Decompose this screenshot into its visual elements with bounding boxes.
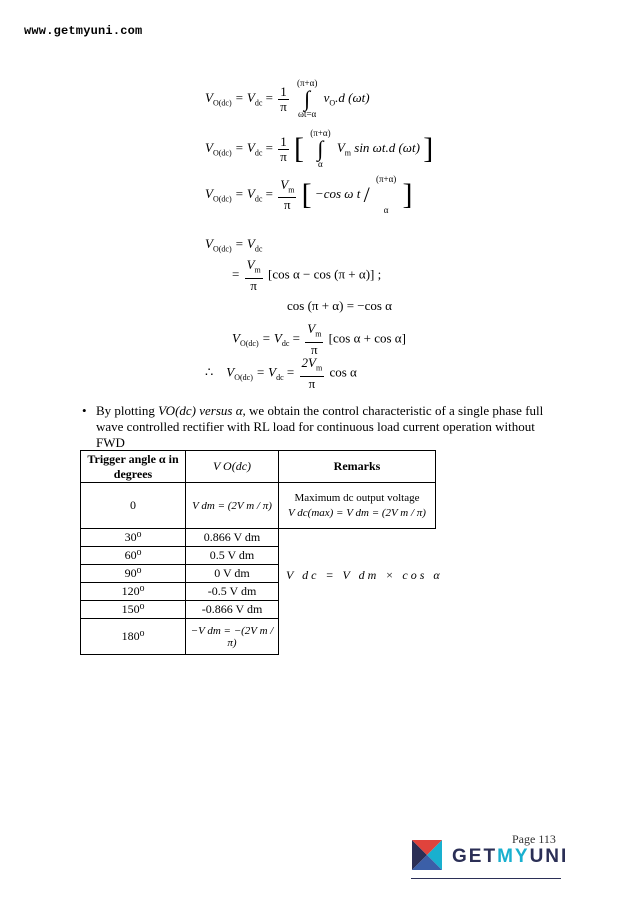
eval-lower: α bbox=[383, 205, 389, 215]
fraction bbox=[300, 356, 325, 391]
cell-remark bbox=[279, 483, 436, 529]
fraction bbox=[278, 135, 289, 164]
cell-angle: 120⁰ bbox=[81, 583, 186, 601]
cell-angle: 60⁰ bbox=[81, 547, 186, 565]
cell-value: -0.5 V dm bbox=[186, 583, 279, 601]
eq7-body: cos α bbox=[329, 364, 357, 380]
logo-uni: UNI bbox=[529, 846, 569, 867]
integral-sign: (π+α) ∫ α bbox=[310, 128, 331, 169]
remark-max-dc: Maximum dc output voltage bbox=[294, 491, 420, 504]
eq-lhs-sub: O(dc) bbox=[212, 244, 232, 254]
cell-value: V dm = (2V m / π) bbox=[186, 483, 279, 529]
eq-lhs: V bbox=[205, 89, 213, 105]
eq-lhs: V bbox=[226, 364, 235, 380]
cell-angle: 150⁰ bbox=[81, 601, 186, 619]
cell-value: 0 V dm bbox=[186, 565, 279, 583]
eq-mid-sub: dc bbox=[254, 148, 263, 158]
cell-value: 0.866 V dm bbox=[186, 529, 279, 547]
fraction-num: 1 bbox=[280, 83, 287, 99]
eq-lhs: V bbox=[205, 139, 213, 155]
equation-7: ∴ $V_{O(dc)} = V_{dc}$ = $\frac{2V_m}{\pi}$ cos α bbox=[205, 355, 357, 391]
logo-get: GET bbox=[452, 846, 498, 867]
eval-upper: (π+α) bbox=[375, 174, 397, 184]
bullet-text-c: we obtain the control characteristic of a single phase full wave controlled rectifier with RL load for continuous load current operation without FWD bbox=[96, 403, 544, 450]
cell-angle: 180⁰ bbox=[81, 619, 186, 655]
eq1-tail: .d (ωt) bbox=[335, 89, 370, 105]
side-blank bbox=[279, 529, 436, 655]
cell-value: −V dm = −(2V m / π) bbox=[186, 619, 279, 655]
site-url[interactable]: www.getmyuni.com bbox=[24, 24, 143, 38]
logo-wordmark bbox=[452, 846, 568, 868]
fraction bbox=[278, 178, 296, 213]
bullet-text-a: By plotting bbox=[96, 403, 159, 418]
eq-mid-sub: dc bbox=[254, 98, 263, 108]
eq-mid-sub: dc bbox=[254, 244, 263, 254]
right-bracket: ] bbox=[423, 132, 434, 165]
eq1-body-sub: O bbox=[329, 98, 336, 108]
eq7-num: 2V bbox=[301, 355, 316, 370]
integral-upper: (π+α) bbox=[296, 78, 318, 88]
eq4-num: V bbox=[307, 321, 316, 336]
eq4-num-sub: m bbox=[254, 265, 261, 275]
fraction-den: π bbox=[308, 375, 316, 391]
cell-angle: 30⁰ bbox=[81, 529, 186, 547]
eq3-num: V bbox=[280, 176, 289, 192]
table-row bbox=[81, 483, 436, 529]
equation-6: $V_{O(dc)} = V_{dc}$ = $\frac{V_m}{\pi}$ [cos α + cos α] bbox=[232, 321, 406, 357]
eq-lhs-sub: O(dc) bbox=[212, 148, 232, 158]
right-bracket: ] bbox=[402, 178, 413, 211]
eq1-body: v bbox=[323, 89, 330, 105]
therefore-symbol: ∴ bbox=[205, 364, 214, 380]
eq-mid: = V bbox=[234, 89, 255, 105]
fraction bbox=[278, 85, 289, 114]
bullet-paragraph bbox=[82, 403, 546, 451]
eq-lhs: V bbox=[232, 330, 240, 346]
eq7-num-sub: m bbox=[315, 363, 323, 373]
left-bracket: [ bbox=[293, 132, 304, 165]
eq-lhs: V bbox=[205, 185, 213, 201]
fraction-den: π bbox=[284, 197, 291, 213]
page-number: Page 113 bbox=[512, 832, 556, 846]
fraction-den: π bbox=[250, 277, 257, 293]
eq4-num: V bbox=[246, 257, 255, 272]
bullet-text-b: VO(dc) versus α, bbox=[158, 403, 246, 418]
fraction-den: π bbox=[280, 98, 287, 114]
fraction-num: 1 bbox=[280, 133, 287, 149]
eq2-body: V bbox=[336, 139, 345, 155]
logo-my: MY bbox=[497, 846, 530, 867]
eq-lhs-sub: O(dc) bbox=[212, 194, 232, 204]
eq4-body: [cos α − cos (π + α)] ; bbox=[268, 266, 382, 282]
header-trigger-angle: Trigger angle α in degrees bbox=[81, 451, 186, 483]
eq-mid: = V bbox=[261, 330, 282, 346]
eq3-num-sub: m bbox=[288, 185, 295, 195]
equation-2: $V_{O(dc)} = V_{dc}$ = $\frac{1}{\pi}$ [ (π+α) ∫ α $V_m$ sin ωt.d (ωt) ] bbox=[205, 128, 434, 169]
integral-sign: (π+α) ∫ ωt=α bbox=[296, 78, 318, 119]
cell-value: 0.5 V dm bbox=[186, 547, 279, 565]
cell-angle: 90⁰ bbox=[81, 565, 186, 583]
eq-lhs-sub: O(dc) bbox=[212, 98, 232, 108]
eq2-tail: sin ωt.d (ωt) bbox=[351, 139, 420, 155]
equation-3: $V_{O(dc)} = V_{dc}$ = $\frac{V_m}{\pi}$ [ −cos ω t / (π+α) α ] bbox=[205, 174, 413, 215]
eq2-body-sub: m bbox=[344, 148, 352, 158]
fraction-den: π bbox=[311, 341, 318, 357]
header-remarks: Remarks bbox=[279, 451, 436, 483]
equation-4-lhs bbox=[205, 236, 262, 254]
fraction-den: π bbox=[280, 148, 287, 164]
eq3-body: −cos ω t bbox=[314, 185, 361, 201]
eq-mid: = V bbox=[234, 236, 255, 251]
header-vodc: V O(dc) bbox=[186, 451, 279, 483]
eq-mid-sub: dc bbox=[281, 338, 290, 348]
eq-lhs-sub: O(dc) bbox=[239, 338, 259, 348]
eq-mid: = V bbox=[234, 139, 255, 155]
side-formula: V dc = V dm × cos α bbox=[286, 568, 443, 582]
cell-value: -0.866 V dm bbox=[186, 601, 279, 619]
remark-vdcmax: V dc(max) = V dm = (2V m / π) bbox=[288, 506, 426, 519]
eq-mid-sub: dc bbox=[276, 372, 284, 382]
eq6-body: [cos α + cos α] bbox=[328, 330, 406, 346]
equation-1: $V_{O(dc)} = V_{dc}$ = $\frac{1}{\pi}$ (π+α) ∫ ωt=α $v_O.d$ (ωt) bbox=[205, 78, 370, 119]
eq4-num-sub: m bbox=[315, 329, 322, 339]
fraction bbox=[245, 258, 263, 293]
eval-limits bbox=[376, 174, 396, 216]
bullet-icon: • bbox=[82, 403, 87, 418]
eq-mid: = V bbox=[234, 185, 255, 201]
table-header-row bbox=[81, 451, 436, 483]
equation-4-rhs: = $\frac{V_m}{\pi}$ [cos α − cos (π + α)] ; bbox=[232, 257, 382, 293]
table-row bbox=[81, 529, 436, 547]
footer-divider bbox=[411, 878, 561, 879]
getmyuni-logo-icon bbox=[410, 838, 444, 872]
integral-lower: ωt=α bbox=[298, 109, 317, 119]
eq-lhs: V bbox=[205, 236, 213, 251]
control-characteristic-table bbox=[80, 450, 436, 655]
fraction bbox=[305, 322, 323, 357]
integral-lower: α bbox=[318, 159, 323, 169]
eq5-text: cos (π + α) = −cos α bbox=[287, 298, 392, 313]
cell-angle: 0 bbox=[81, 483, 186, 529]
eq-mid-sub: dc bbox=[254, 194, 263, 204]
left-bracket: [ bbox=[301, 178, 312, 211]
eq-lhs-sub: O(dc) bbox=[234, 372, 253, 382]
equation-5 bbox=[287, 298, 392, 314]
eq-mid: = V bbox=[256, 364, 277, 380]
integral-upper: (π+α) bbox=[310, 128, 331, 138]
